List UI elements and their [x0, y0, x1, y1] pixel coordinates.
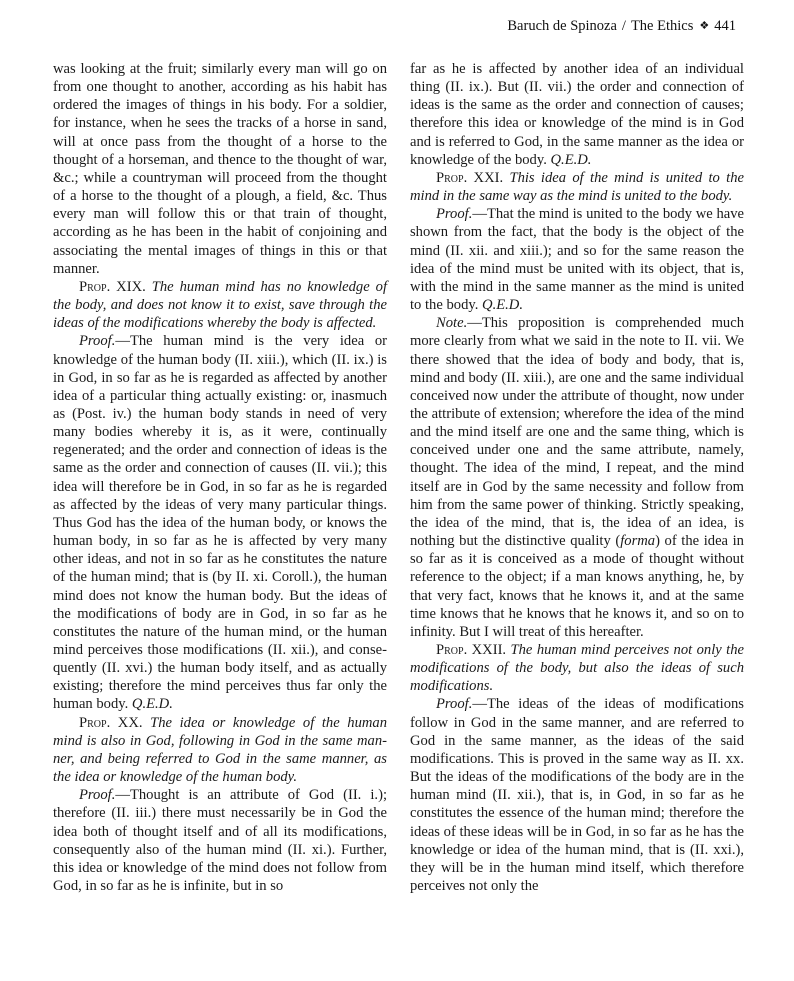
paragraph-text: far as he is affected by another idea of an individual thing (II. ix.). But (II. vii.) the order and connection of ideas is the same as the order and connection of causes; therefore this idea or knowledge of the mind is in God and is referred to God, in the same manner as the idea or knowledge of the body.: [410, 61, 744, 168]
proof-label: Proof.: [436, 206, 473, 223]
proposition-text: This idea of the mind is united to the mind in the same way as the mind is united to the body.: [410, 169, 744, 205]
proposition-21: [410, 169, 744, 205]
left-column: [53, 60, 387, 895]
proof-20: [53, 786, 387, 895]
proof-label: Proof.: [436, 696, 473, 713]
qed: Q.E.D.: [482, 297, 523, 314]
proof-text: —The human mind is the very idea or knowledge of the human body (II. xiii.), which (II. ix.) is in God, in so far as he is regarded as affected by another idea of a particular thing actually existing: or, inasmuch as (Post. iv.) the human body stands in need of very many bodies whereby it is, as it were, continually regenerated; and the order and connection of ideas is the same as the order and connection of causes (II. vii.); this idea will therefore be in God, in so far as he is regarded as affected by the ideas of very many particular things. Thus God has the idea of the human body, or knows the human body, in so far as he is affected by very many other ideas, and not in so far as he constitutes the nature of the human mind; that is (by II. xi. Coroll.), the human mind does not know the human body. But the ideas of the modifications of body are in God, in so far as he constitutes the nature of the human mind, or the human mind perceives those modifications (II. xii.), and consequently (II. xvi.) the human body itself, and as actually existing; therefore the mind perceives thus far only the human body.: [53, 333, 387, 713]
proof-22: [410, 695, 744, 895]
proof-label: Proof.: [79, 787, 116, 804]
proposition-text: The human mind perceives not only the modifications of the body, but also the ideas of such modifications.: [410, 642, 744, 695]
note-21: [410, 314, 744, 641]
header-separator: /: [621, 18, 626, 34]
proposition-label: Prop. XXI.: [436, 169, 504, 186]
proposition-22: [410, 641, 744, 695]
page-number: 441: [714, 18, 736, 34]
proof-label: Proof.: [79, 333, 116, 350]
paragraph-continuation: [410, 60, 744, 169]
note-text: ) of the idea in so far as it is conceived as a mode of thought without reference to the object; if a man knows anything, he, by that very fact, knows that he knows it, and at the same time knows that he knows that he knows it, and so on to infinity. But I will treat of this hereafter.: [410, 533, 744, 640]
proposition-text: The idea or knowledge of the human mind is also in God, following in God in the same manner, and being referred to God in the same manner, as the idea or knowledge of the human body.: [53, 714, 387, 786]
proposition-label: Prop. XXII.: [436, 642, 507, 658]
note-label: Note.: [436, 315, 468, 332]
proposition-label: Prop. XIX.: [79, 278, 146, 295]
proposition-20: [53, 714, 387, 787]
note-forma: forma: [620, 533, 656, 550]
proof-19: [53, 332, 387, 713]
paragraph-continuation: [53, 60, 387, 278]
proof-21: [410, 205, 744, 314]
paragraph-text: was looking at the fruit; similarly every man will go on from one thought to another, according as his habit has ordered the images of things in his body. For a soldier, for instance, when he sees the tracks of a horse in sand, will at once pass from the thought of a horse to the thought of a horseman, and thence to the thought of war, &c.; while a countryman will proceed from the thought of a horse to the thought of a plough, a field, &c. Thus every man will follow this or that train of thought, according as he has been in the habit of conjoining and associating the mental images of things in this or that manner.: [53, 61, 387, 277]
qed: Q.E.D.: [131, 696, 173, 713]
running-head: [507, 18, 736, 35]
proposition-text: The human mind has no knowledge of the body, and does not know it to exist, save through the ideas of the modifications whereby the body is affected.: [53, 278, 387, 332]
header-book-title: The Ethics: [630, 18, 694, 34]
qed: Q.E.D.: [550, 151, 592, 168]
proof-text: —Thought is an attribute of God (II. i.); therefore (II. iii.) there must necessarily be in God the idea both of thought itself and of all its modifications, consequently also of the human mind (II. xi.). Further, this idea or knowledge of the mind does not follow from God, in so far as he is infinite, but in so: [53, 787, 387, 895]
proposition-label: Prop. XX.: [79, 714, 143, 731]
proof-text: —That the mind is united to the body we have shown from the fact, that the body is the object of the mind (II. xii. and xiii.); and so for the same reason the idea of the mind must be united with its object, that is, with the mind in the same manner as the mind is united to the body.: [410, 206, 744, 314]
proof-text: —The ideas of the ideas of modifications follow in God in the same manner, and are referred to God in the same manner, as the ideas of the said modifications. This is proved in the same way as II. xx. But the ideas of the modifications of the body are in the human mind (II. xii.), that is, in God, in so far as he constitutes the essence of the human mind; therefore the ideas of these ideas will be in God, in so far as he has the knowledge or idea of the human mind, that is (II. xxi.), they will be in the human mind itself, which therefore perceives not only the: [410, 696, 744, 895]
note-text: —This proposition is comprehended much more clearly from what we said in the note to II. vii. We there showed that the idea of body and body, that is, mind and body (II. xiii.), are one and the same individual conceived now under the attribute of thought, now under the attribute of extension; wherefore the idea of the mind and the mind itself are one and the same thing, which is conceived under one and the same attribute, namely, thought. The idea of the mind, I repeat, and the mind itself are in God by the same necessity and follow from him from the same power of thinking. Strictly speaking, the idea of the mind, that is, the idea of an idea, is nothing but the distinctive quality (: [410, 315, 744, 550]
proposition-19: [53, 278, 387, 332]
header-author: Baruch de Spinoza: [507, 18, 617, 34]
right-column: [410, 60, 744, 895]
diamond-ornament-icon: ❖: [699, 20, 710, 32]
